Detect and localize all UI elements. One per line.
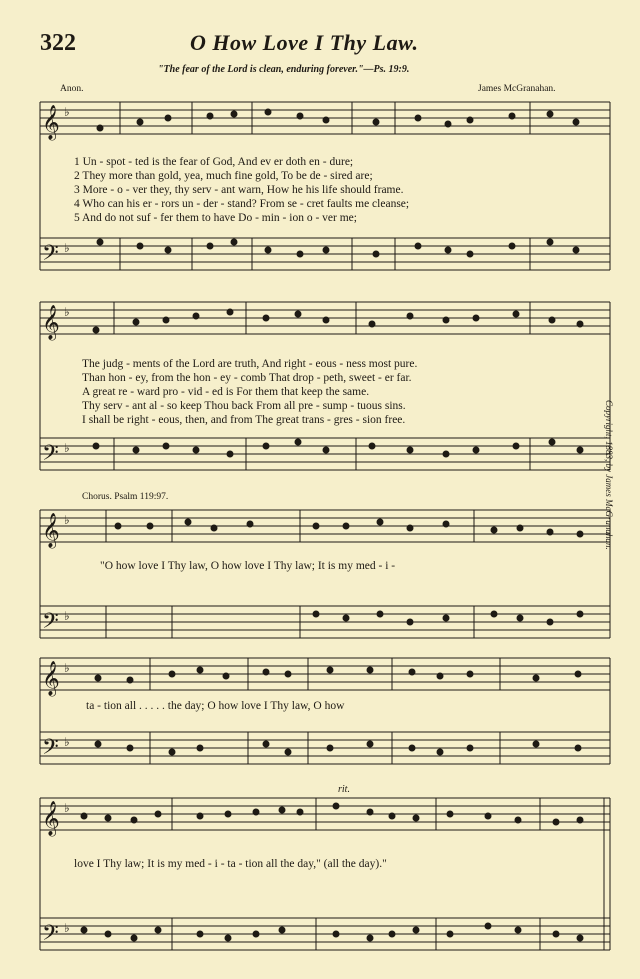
verse-1-line-b: The judg - ments of the Lord are truth, And right - eous - ness most pure. <box>82 358 418 370</box>
music-system-5 <box>0 792 640 956</box>
chorus-line-2: ta - tion all . . . . . the day; O how love I Thy law, O how <box>86 700 345 712</box>
hymn-title: O How Love I Thy Law. <box>190 30 419 55</box>
svg-text:♭: ♭ <box>64 661 70 675</box>
scripture-reference: "The fear of the Lord is clean, enduring forever."—Ps. 19:9. <box>158 64 410 75</box>
svg-text:♭: ♭ <box>64 513 70 527</box>
verse-1-line-a: 1 Un - spot - ted is the fear of God, And ev er doth en - dure; <box>74 156 354 168</box>
svg-text:𝄢: 𝄢 <box>42 441 59 470</box>
verse-4-line-b: Thy serv - ant al - so keep Thou back From all pre - sump - tuous sins. <box>82 400 406 412</box>
svg-text:𝄢: 𝄢 <box>42 921 59 950</box>
svg-text:𝄢: 𝄢 <box>42 609 59 638</box>
chorus-line-1: "O how love I Thy law, O how love I Thy law; It is my med - i - <box>100 560 396 572</box>
music-system-4 <box>0 652 640 772</box>
chorus-line-3: love I Thy law; It is my med - i - ta - tion all the day," (all the day)." <box>74 858 387 870</box>
hymn-number: 322 <box>40 30 76 56</box>
copyright-notice <box>604 400 634 700</box>
music-system-3 <box>0 504 640 644</box>
verse-3-line-a: 3 More - o - ver they, thy serv - ant warn, How he his life should frame. <box>74 184 404 196</box>
verse-5-line-b: I shall be right - eous, then, and from The great trans - gres - sion free. <box>82 414 406 426</box>
copyright-text: Copyright, 1883, by James McGranahan. <box>604 400 614 550</box>
svg-text:♭: ♭ <box>64 241 70 255</box>
composer-credit: James McGranahan. <box>478 84 556 94</box>
svg-text:♭: ♭ <box>64 105 70 119</box>
svg-text:𝄞: 𝄞 <box>42 514 60 547</box>
ritardando-mark: rit. <box>338 784 350 795</box>
svg-text:𝄢: 𝄢 <box>42 241 59 270</box>
svg-text:♭: ♭ <box>64 801 70 815</box>
svg-text:𝄞: 𝄞 <box>42 802 60 835</box>
author-credit: Anon. <box>60 84 84 94</box>
svg-text:♭: ♭ <box>64 735 70 749</box>
verse-2-line-b: Than hon - ey, from the hon - ey - comb That drop - peth, sweet - er far. <box>82 372 412 384</box>
verse-4-line-a: 4 Who can his er - rors un - der - stand? From se - cret faults me cleanse; <box>74 198 410 210</box>
svg-text:♭: ♭ <box>64 921 70 935</box>
svg-text:𝄞: 𝄞 <box>42 662 60 695</box>
svg-text:♭: ♭ <box>64 305 70 319</box>
chorus-label: Chorus. Psalm 119:97. <box>82 492 169 502</box>
verse-2-line-a: 2 They more than gold, yea, much fine gold, To be de - sired are; <box>74 170 373 182</box>
svg-text:♭: ♭ <box>64 441 70 455</box>
verse-3-line-b: A great re - ward pro - vid - ed is For them that keep the same. <box>82 386 370 398</box>
svg-text:𝄢: 𝄢 <box>42 735 59 764</box>
svg-text:𝄞: 𝄞 <box>42 306 60 339</box>
svg-text:𝄞: 𝄞 <box>42 106 60 139</box>
verse-5-line-a: 5 And do not suf - fer them to have Do - min - ion o - ver me; <box>74 212 357 224</box>
svg-text:♭: ♭ <box>64 609 70 623</box>
